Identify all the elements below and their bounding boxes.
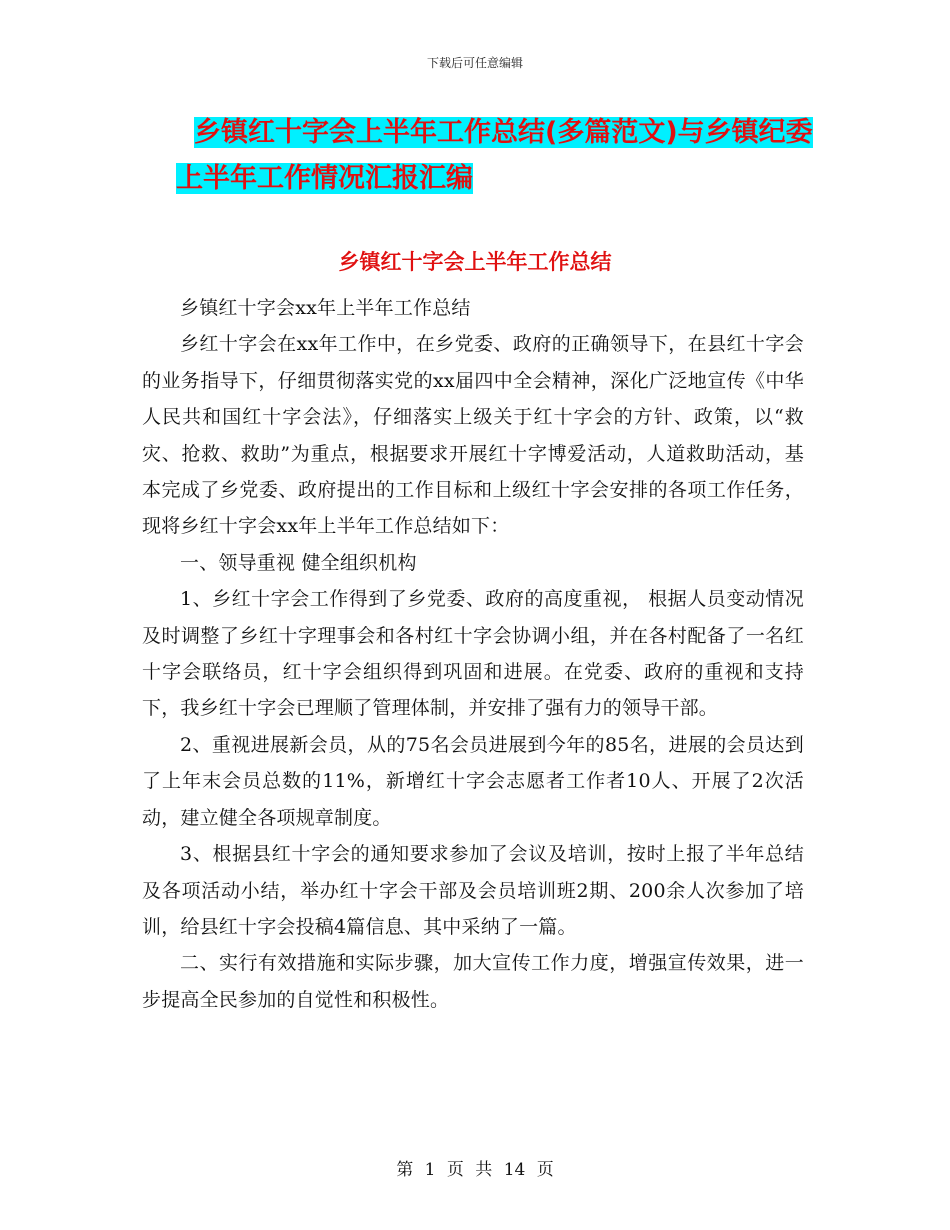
paragraph-item-1: 1、乡红十字会工作得到了乡党委、政府的高度重视， 根据人员变动情况及时调整了乡红十字理事会和各村红十字会协调小组，并在各村配备了一名红十字会联络员，红十字会组织得到巩固和进展。在党委、政府的重视和支持下，我乡红十字会已理顺了管理体制，并安排了强有力的领导干部。 <box>142 588 804 720</box>
title-line-2 <box>140 156 840 202</box>
paragraph-item-2: 2、重视进展新会员，从的75名会员进展到今年的85名，进展的会员达到了上年末会员总数的11%，新增红十字会志愿者工作者10人、开展了2次活动，建立健全各项规章制度。 <box>142 733 804 829</box>
document-title <box>140 110 840 202</box>
paragraph-subtitle: 乡镇红十字会xx年上半年工作总结 <box>180 297 471 319</box>
title-line-1-text: 乡镇红十字会上半年工作总结(多篇范文)与乡镇纪委 <box>194 117 813 148</box>
document-body <box>142 290 804 1018</box>
title-line-2-text: 上半年工作情况汇报汇编 <box>176 163 473 194</box>
paragraph-heading-2: 二、实行有效措施和实际步骤，加大宣传工作力度，增强宣传效果，进一步提高全民参加的自觉性和积极性。 <box>142 952 804 1011</box>
header-note: 下载后可任意编辑 <box>426 56 523 70</box>
paragraph-intro: 乡红十字会在xx年工作中，在乡党委、政府的正确领导下，在县红十字会的业务指导下，仔细贯彻落实党的xx届四中全会精神，深化广泛地宣传《中华人民共和国红十字会法》，仔细落实上级关于红十字会的方针、政策，以“救灾、抢救、救助”为重点，根据要求开展红十字博爱活动，人道救助活动，基本完成了乡党委、政府提出的工作目标和上级红十字会安排的各项工作任务，现将乡红十字会xx年上半年工作总结如下： <box>142 333 804 538</box>
page-footer: 第 1 页 共 14 页 <box>396 1160 554 1180</box>
title-line-1 <box>140 110 840 156</box>
section-title: 乡镇红十字会上半年工作总结 <box>338 250 612 274</box>
paragraph-item-3: 3、根据县红十字会的通知要求参加了会议及培训，按时上报了半年总结及各项活动小结，举办红十字会干部及会员培训班2期、200余人次参加了培训，给县红十字会投稿4篇信息、其中采纳了一篇。 <box>142 843 804 938</box>
paragraph-heading-1: 一、领导重视 健全组织机构 <box>180 551 417 574</box>
